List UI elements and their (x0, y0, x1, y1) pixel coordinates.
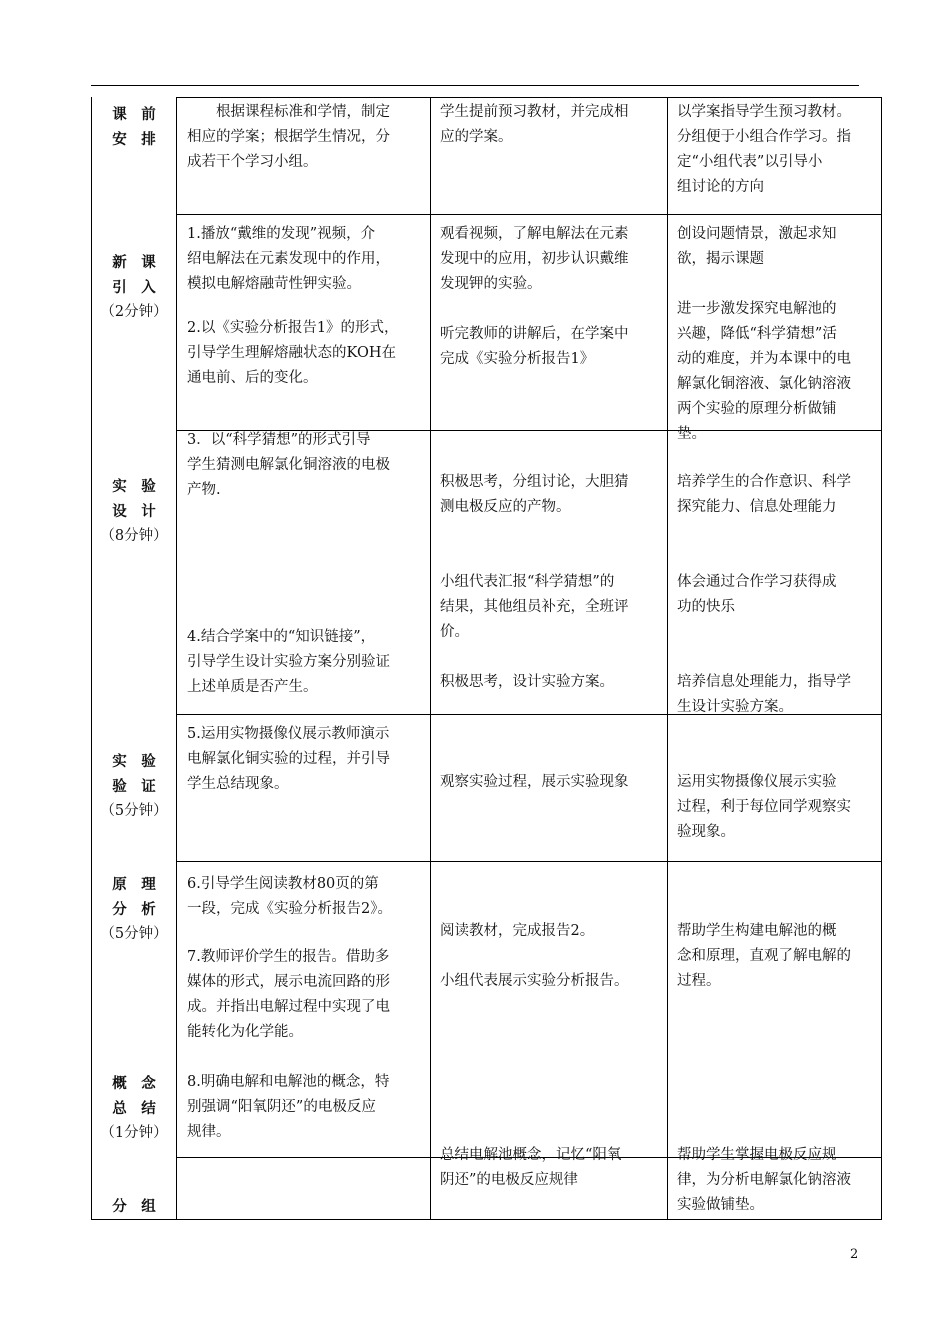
intent-1: 创设问题情景，激起求知 欲，揭示课题 (677, 226, 837, 267)
teacher-activity-6: 6.引导学生阅读教材80页的第 一段，完成《实验分析报告2》。 (187, 876, 392, 917)
header-rule (91, 85, 859, 86)
intent-4: 体会通过合作学习获得成 功的快乐 (677, 574, 837, 615)
intent-preclass: 以学案指导学生预习教材。 分组便于小组合作学习。指 定“小组代表”以引导小 组讨论的方向 (677, 104, 851, 195)
teacher-activity-4: 4.结合学案中的“知识链接”， 引导学生设计实验方案分别验证 上述单质是否产生。 (187, 629, 390, 695)
stage-experiment-design (94, 474, 174, 549)
student-activity-6: 观察实验过程，展示实验现象 (440, 774, 629, 790)
stage-name: 实 验 设 计 (112, 478, 156, 520)
student-activity-3: 积极思考，分组讨论，大胆猜 测电极反应的产物。 (440, 474, 629, 515)
stage-name: 新 课 引 入 (112, 254, 156, 296)
student-activity-7: 阅读教材，完成报告2。 (440, 923, 595, 939)
student-activity-9: 总结电解池概念，记忆“阳氧 阴还”的电极反应规律 (440, 1147, 622, 1188)
stage-experiment-verification (94, 749, 174, 824)
stage-name: 分 组 (112, 1198, 156, 1215)
student-activity-2: 听完教师的讲解后，在学案中 完成《实验分析报告1》 (440, 326, 629, 367)
stage-preclass (94, 102, 174, 152)
student-activity-preclass: 学生提前预习教材，并完成相 应的学案。 (440, 104, 629, 145)
teacher-activity-1: 1.播放“戴维的发现”视频，介 绍电解法在元素发现中的作用， 模拟电解熔融苛性钾实验。 (187, 226, 390, 292)
stage-introduction (94, 250, 174, 325)
teacher-activity-preclass: 根据课程标准和学情，制定 相应的学案；根据学生情况，分 成若干个学习小组。 (187, 104, 390, 170)
intent-7: 帮助学生构建电解池的概 念和原理，直观了解电解的 过程。 (677, 923, 851, 989)
teacher-activity-8: 8.明确电解和电解池的概念，特 别强调“阳氧阴还”的电极反应 规律。 (187, 1074, 390, 1140)
teacher-activity-5: 5.运用实物摄像仪展示教师演示 电解氯化铜实验的过程，并引导 学生总结现象。 (187, 726, 390, 792)
student-activity-8: 小组代表展示实验分析报告。 (440, 973, 629, 989)
intent-6: 运用实物摄像仪展示实验 过程，利于每位同学观察实 验现象。 (677, 774, 851, 840)
stage-time: （5分钟） (100, 926, 168, 942)
teacher-activity-2: 2.以《实验分析报告1》的形式， 引导学生理解熔融状态的KOH在 通电前、后的变化。 (187, 320, 399, 386)
stage-concept-summary (94, 1071, 174, 1146)
stage-name: 原 理 分 析 (112, 876, 156, 918)
teacher-activity-3: 3．以“科学猜想”的形式引导 学生猜测电解氯化铜溶液的电极 产物. (187, 432, 390, 498)
stage-time: （5分钟） (100, 803, 168, 819)
student-activity-5: 积极思考，设计实验方案。 (440, 674, 614, 690)
page-number: 2 (850, 1247, 859, 1262)
teacher-activity-7: 7.教师评价学生的报告。借助多 媒体的形式，展示电流回路的形 成。并指出电解过程中实现了电 能转化为化学能。 (187, 949, 390, 1040)
stage-time: （2分钟） (100, 304, 168, 320)
intent-3: 培养学生的合作意识、科学 探究能力、信息处理能力 (677, 474, 851, 515)
student-activity-4: 小组代表汇报“科学猜想”的 结果，其他组员补充，全班评 价。 (440, 574, 629, 640)
intent-8: 帮助学生掌握电极反应规 律，为分析电解氯化钠溶液 实验做铺垫。 (677, 1147, 851, 1213)
student-activity-1: 观看视频，了解电解法在元素 发现中的应用，初步认识戴维 发现钾的实验。 (440, 226, 629, 292)
stage-name: 概 念 总 结 (112, 1075, 156, 1117)
intent-2: 进一步激发探究电解池的 兴趣，降低“科学猜想”活 动的难度，并为本课中的电 解氯化铜溶液、氯化钠溶液 两个实验的原理分析做铺 垫。 (677, 301, 851, 442)
stage-name: 实 验 验 证 (112, 753, 156, 795)
stage-time: （1分钟） (100, 1125, 168, 1141)
stage-principle-analysis (94, 872, 174, 947)
stage-name: 课 前 安 排 (112, 106, 156, 148)
intent-5: 培养信息处理能力，指导学 生设计实验方案。 (677, 674, 851, 715)
stage-grouping (94, 1194, 174, 1219)
stage-time: （8分钟） (100, 528, 168, 544)
